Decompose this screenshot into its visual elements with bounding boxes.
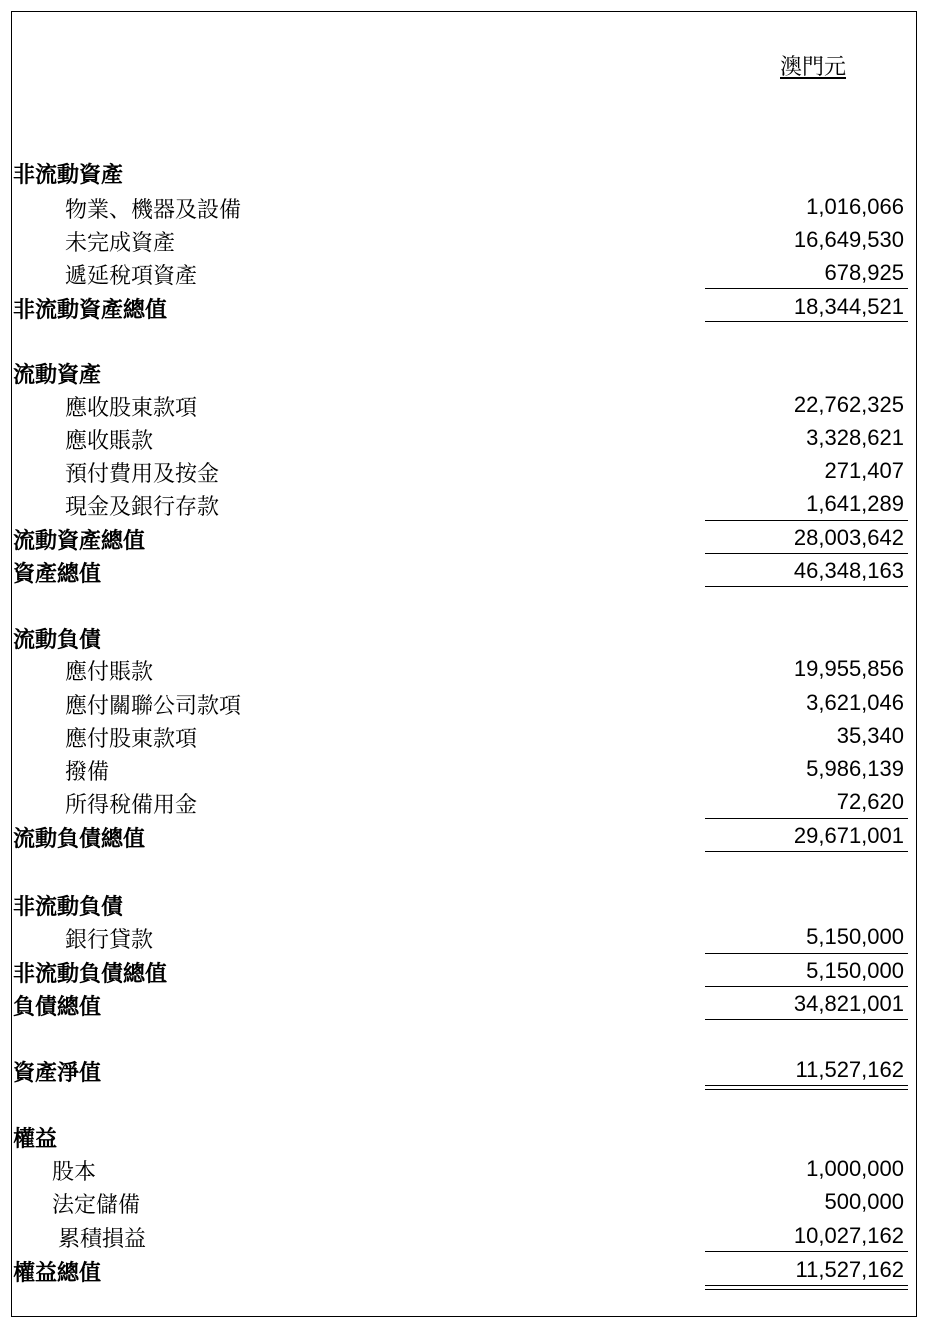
grand-total-row	[0, 554, 925, 587]
section-heading-equity	[0, 1119, 925, 1152]
total-label: 權益總值	[13, 1261, 102, 1286]
line-item	[0, 652, 925, 685]
line-item	[0, 190, 925, 223]
total-label: 流動資產總值	[13, 529, 146, 554]
net-assets-label: 資產淨值	[13, 1061, 102, 1086]
line-item-amount: 72,620	[836, 789, 904, 814]
double-rule-bottom	[705, 1089, 908, 1090]
line-item	[0, 1185, 925, 1218]
line-item-label: 撥備	[65, 760, 110, 785]
line-item-label: 應付賬款	[65, 660, 154, 685]
line-item	[0, 1152, 925, 1185]
total-rule	[705, 321, 908, 322]
total-row	[0, 1253, 925, 1286]
line-item-label: 銀行貸款	[65, 928, 154, 953]
section-title: 權益	[13, 1127, 58, 1152]
line-item	[0, 686, 925, 719]
line-item-label: 應付關聯公司款項	[65, 694, 242, 719]
line-item-label: 物業、機器及設備	[65, 198, 242, 223]
total-row	[0, 290, 925, 323]
net-assets-row	[0, 1053, 925, 1086]
line-item-label: 未完成資產	[65, 231, 176, 256]
net-assets-amount: 11,527,162	[795, 1057, 904, 1082]
line-item-amount: 1,000,000	[806, 1156, 904, 1181]
line-item-label: 累積損益	[58, 1227, 147, 1252]
line-item-label: 應付股東款項	[65, 727, 198, 752]
line-item	[0, 752, 925, 785]
line-item	[0, 1219, 925, 1252]
section-title: 流動資產	[13, 363, 102, 388]
total-row	[0, 521, 925, 554]
line-item-amount: 3,328,621	[806, 425, 904, 450]
line-item	[0, 421, 925, 454]
total-label: 負債總值	[13, 995, 102, 1020]
line-item-amount: 5,986,139	[806, 756, 904, 781]
total-amount: 46,348,163	[793, 558, 904, 583]
total-label: 資產總值	[13, 562, 102, 587]
total-amount: 5,150,000	[806, 958, 904, 983]
line-item-amount: 1,016,066	[806, 194, 904, 219]
line-item-amount: 16,649,530	[793, 227, 904, 252]
total-rule	[705, 1019, 908, 1020]
total-label: 流動負債總值	[13, 827, 146, 852]
grand-total-row	[0, 987, 925, 1020]
line-item-label: 應收股東款項	[65, 396, 198, 421]
line-item-amount: 271,407	[824, 458, 904, 483]
total-rule	[705, 586, 908, 587]
currency-header: 澳門元	[780, 55, 847, 80]
total-row	[0, 954, 925, 987]
subtotal-rule	[705, 1251, 908, 1252]
total-amount: 11,527,162	[795, 1257, 904, 1282]
line-item-amount: 35,340	[836, 723, 904, 748]
double-rule-bottom	[705, 1289, 908, 1290]
section-title: 非流動資產	[13, 163, 124, 188]
total-amount: 18,344,521	[793, 294, 904, 319]
line-item	[0, 487, 925, 520]
line-item	[0, 223, 925, 256]
line-item-amount: 22,762,325	[793, 392, 904, 417]
subtotal-rule	[705, 288, 908, 289]
line-item-label: 法定儲備	[52, 1193, 141, 1218]
line-item-label: 現金及銀行存款	[65, 495, 220, 520]
line-item-amount: 5,150,000	[806, 924, 904, 949]
section-heading-non-current-liabilities	[0, 887, 925, 920]
total-amount: 28,003,642	[793, 525, 904, 550]
line-item-amount: 1,641,289	[806, 491, 904, 516]
line-item-label: 遞延稅項資產	[65, 264, 198, 289]
line-item-amount: 10,027,162	[793, 1223, 904, 1248]
section-heading-non-current-assets	[0, 155, 925, 188]
line-item	[0, 785, 925, 818]
line-item	[0, 388, 925, 421]
section-heading-current-liabilities	[0, 620, 925, 653]
section-title: 流動負債	[13, 628, 102, 653]
total-amount: 34,821,001	[793, 991, 904, 1016]
line-item-label: 所得稅備用金	[65, 793, 198, 818]
line-item	[0, 256, 925, 289]
double-rule-top	[705, 1285, 908, 1286]
total-row	[0, 819, 925, 852]
line-item-amount: 678,925	[824, 260, 904, 285]
line-item	[0, 920, 925, 953]
line-item	[0, 454, 925, 487]
line-item-label: 應收賬款	[65, 429, 154, 454]
total-rule	[705, 851, 908, 852]
section-title: 非流動負債	[13, 895, 124, 920]
line-item-amount: 500,000	[824, 1189, 904, 1214]
total-label: 非流動負債總值	[13, 962, 168, 987]
total-amount: 29,671,001	[793, 823, 904, 848]
line-item	[0, 719, 925, 752]
line-item-amount: 3,621,046	[806, 690, 904, 715]
total-label: 非流動資產總值	[13, 298, 168, 323]
line-item-amount: 19,955,856	[793, 656, 904, 681]
line-item-label: 預付費用及按金	[65, 462, 220, 487]
line-item-label: 股本	[52, 1160, 97, 1185]
double-rule-top	[705, 1085, 908, 1086]
section-heading-current-assets	[0, 355, 925, 388]
